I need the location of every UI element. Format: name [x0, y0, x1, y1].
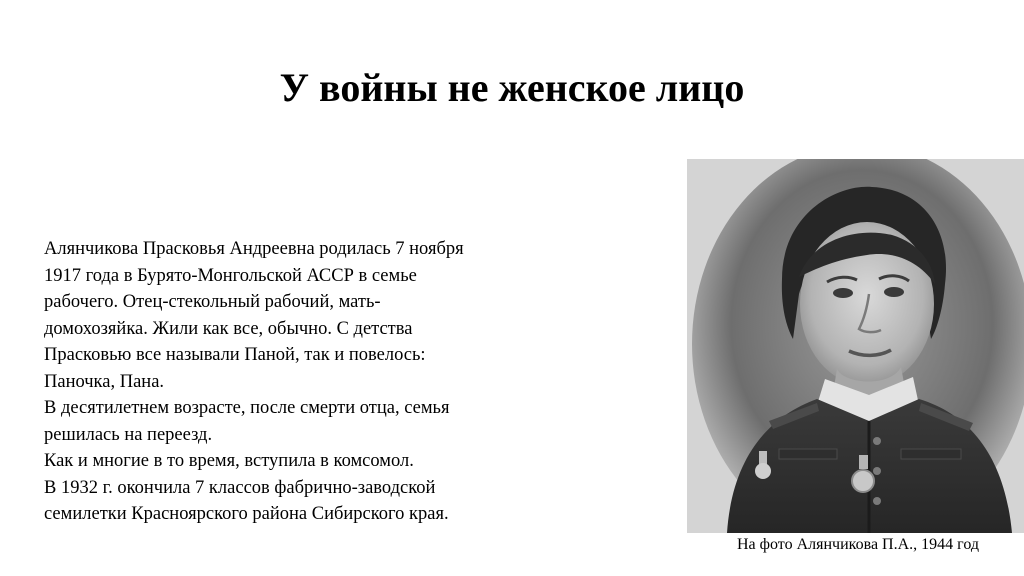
biography-line: семилетки Красноярского района Сибирского края.: [44, 504, 449, 524]
biography-line: рабочего. Отец-стекольный рабочий, мать-: [44, 292, 381, 312]
biography-text: [44, 236, 664, 528]
biography-line: Прасковью все называли Паной, так и повелось:: [44, 345, 426, 365]
biography-line: Как и многие в то время, вступила в комсомол.: [44, 451, 414, 471]
biography-line: Алянчикова Прасковья Андреевна родилась 7 ноября: [44, 239, 464, 259]
biography-line: Паночка, Пана.: [44, 371, 165, 392]
biography-line: В десятилетнем возрасте, после смерти отца, семья: [44, 398, 450, 418]
portrait-photo: [687, 159, 1024, 533]
photo-caption: На фото Алянчикова П.А., 1944 год: [736, 536, 980, 553]
slide-title: У войны не женское лицо: [279, 65, 745, 110]
biography-line: В 1932 г. окончила 7 классов фабрично-заводской: [44, 477, 436, 498]
biography-line: 1917 года в Бурято-Монгольской АССР в семье: [44, 265, 417, 286]
biography-line: решилась на переезд.: [44, 424, 213, 445]
biography-line: домохозяйка. Жили как все, обычно. С детства: [44, 318, 413, 339]
